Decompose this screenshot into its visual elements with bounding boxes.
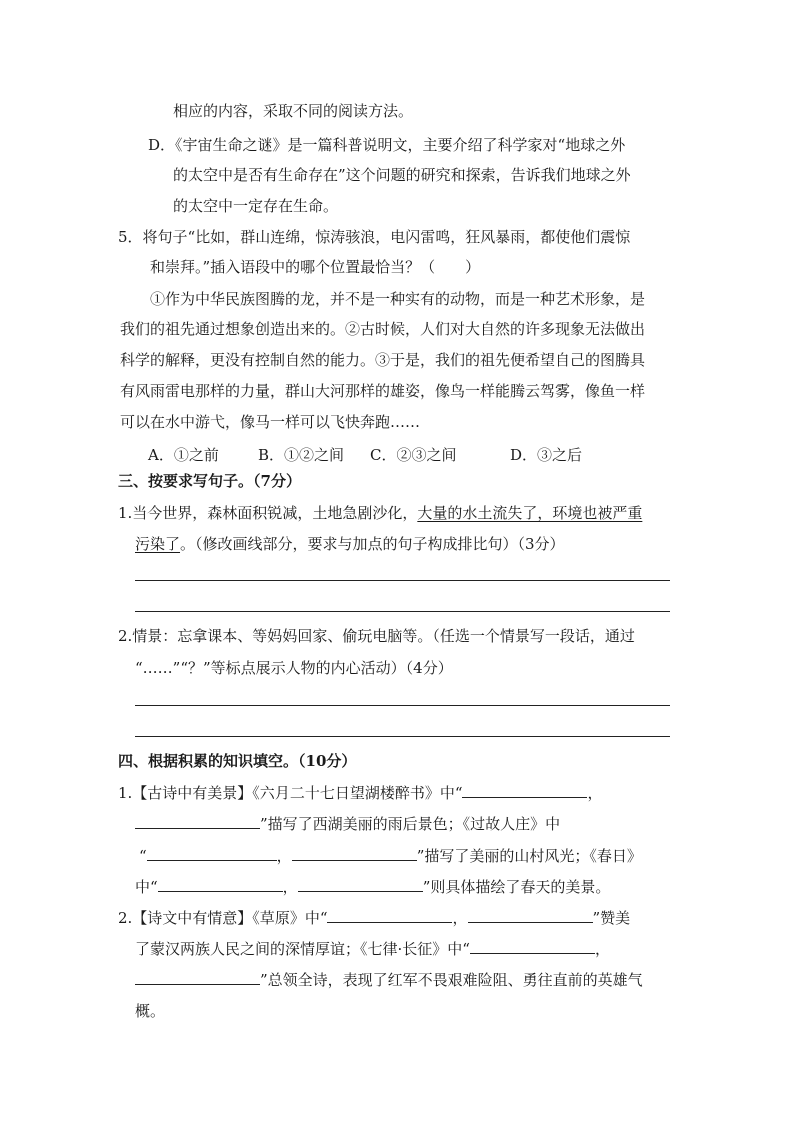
q4-option-d-line3: 的太空中一定存在生命。 [173,197,339,215]
sec4-q2-text-a: 2.【诗文中有情意】《草原》中“ [118,909,328,927]
q4-option-d-line1: D．《宇宙生命之谜》是一篇科普说明文，主要介绍了科学家对“地球之外 [148,136,626,154]
sec4-q1-text-b: ”描写了西湖美丽的雨后景色；《过故人庄》中 [260,815,561,833]
sec4-q2-text-c: 了蒙汉两族人民之间的深情厚谊；《七律·长征》中“ [135,940,470,958]
comma: ， [452,909,468,927]
answer-line-4[interactable] [135,736,670,737]
sec4-q1-text-a: 1.【古诗中有美景】《六月二十七日望湖楼醉书》中“ [118,784,463,802]
q4-option-c-continuation: 相应的内容，采取不同的阅读方法。 [173,102,414,120]
fill-blank[interactable] [468,908,593,923]
sec4-q1-line3 [139,845,642,867]
sec4-q2-line3 [135,969,643,991]
sec3-q1-text: 1.当今世界，森林面积锐减，土地急剧沙化， [118,504,418,522]
sec4-q2-line2 [135,938,610,960]
comma: ， [282,878,298,896]
sec4-q1-line1 [118,782,603,804]
sec4-q2-text-b: ”赞美 [592,909,631,927]
open-quote: “ [139,847,147,865]
q5-passage-line5: 可以在水中游弋，像马一样可以飞快奔跑…… [120,413,421,431]
q5-option-d: D．③之后 [510,446,583,464]
answer-line-3[interactable] [135,705,670,706]
fill-blank[interactable] [462,783,587,798]
fill-blank[interactable] [298,877,423,892]
fill-blank[interactable] [147,846,277,861]
q5-option-b: B．①②之间 [258,446,345,464]
sec3-q2-line1: 2.情景：忘拿课本、等妈妈回家、偷玩电脑等。（任选一个情景写一段话，通过 [118,627,635,645]
sec4-q1-line4 [135,876,610,898]
sec3-q1-underlined-1: 大量的水土流失了，环境也被严重 [417,504,643,522]
q5-option-c: C．②③之间 [370,446,457,464]
sec3-q1-line2 [135,533,565,555]
answer-line-2[interactable] [135,611,670,612]
fill-blank[interactable] [135,814,260,829]
sec4-q1-text-e: ”则具体描绘了春天的美景。 [422,878,611,896]
sec3-q1-underlined-2: 污染了 [135,535,181,553]
fill-blank[interactable] [158,877,283,892]
comma: ， [594,940,610,958]
q5-stem-line1: 5．将句子“比如，群山连绵，惊涛骇浪，电闪雷鸣，狂风暴雨，都使他们震惊 [118,228,631,246]
q4-option-d-line2: 的太空中是否有生命存在”这个问题的研究和探索，告诉我们地球之外 [173,166,631,184]
q5-passage-line4: 有风雨雷电那样的力量，群山大河那样的雄姿，像鸟一样能腾云驾雾，像鱼一样 [120,382,646,400]
fill-blank[interactable] [470,939,595,954]
comma: ， [276,847,292,865]
answer-line-1[interactable] [135,580,670,581]
sec4-q2-line4: 概。 [135,1002,166,1020]
fill-blank[interactable] [135,970,260,985]
q5-option-a: A．①之前 [148,446,219,464]
sec3-q1-line1 [118,502,642,524]
section3-title: 三、按要求写句子。（7分） [118,472,301,490]
section4-title: 四、根据积累的知识填空。（10分） [118,752,357,770]
q5-passage-line2: 我们的祖先通过想象创造出来的。②古时候，人们对大自然的许多现象无法做出 [120,320,646,338]
q5-passage-line3: 科学的解释，更没有控制自然的能力。③于是，我们的祖先便希望自己的图腾具 [120,351,646,369]
fill-blank[interactable] [292,846,417,861]
sec4-q2-line1 [118,907,630,929]
sec3-q1-instruction: 。（修改画线部分，要求与加点的句子构成排比句）（3分） [180,535,565,553]
q5-stem-line2: 和崇拜。”插入语段中的哪个位置最恰当？（ ） [150,258,481,276]
sec4-q1-text-c: ”描写了美丽的山村风光；《春日》 [416,847,642,865]
q5-passage-line1: ①作为中华民族图腾的龙，并不是一种实有的动物，而是一种艺术形象，是 [150,290,646,308]
sec4-q1-text-d: 中“ [135,878,158,896]
fill-blank[interactable] [327,908,452,923]
sec4-q2-text-d: ”总领全诗，表现了红军不畏艰难险阻、勇往直前的英雄气 [260,971,643,989]
sec3-q2-line2: “……”“？”等标点展示人物的内心活动）（4分） [135,659,453,677]
comma: ， [587,784,603,802]
sec4-q1-line2 [135,813,560,835]
